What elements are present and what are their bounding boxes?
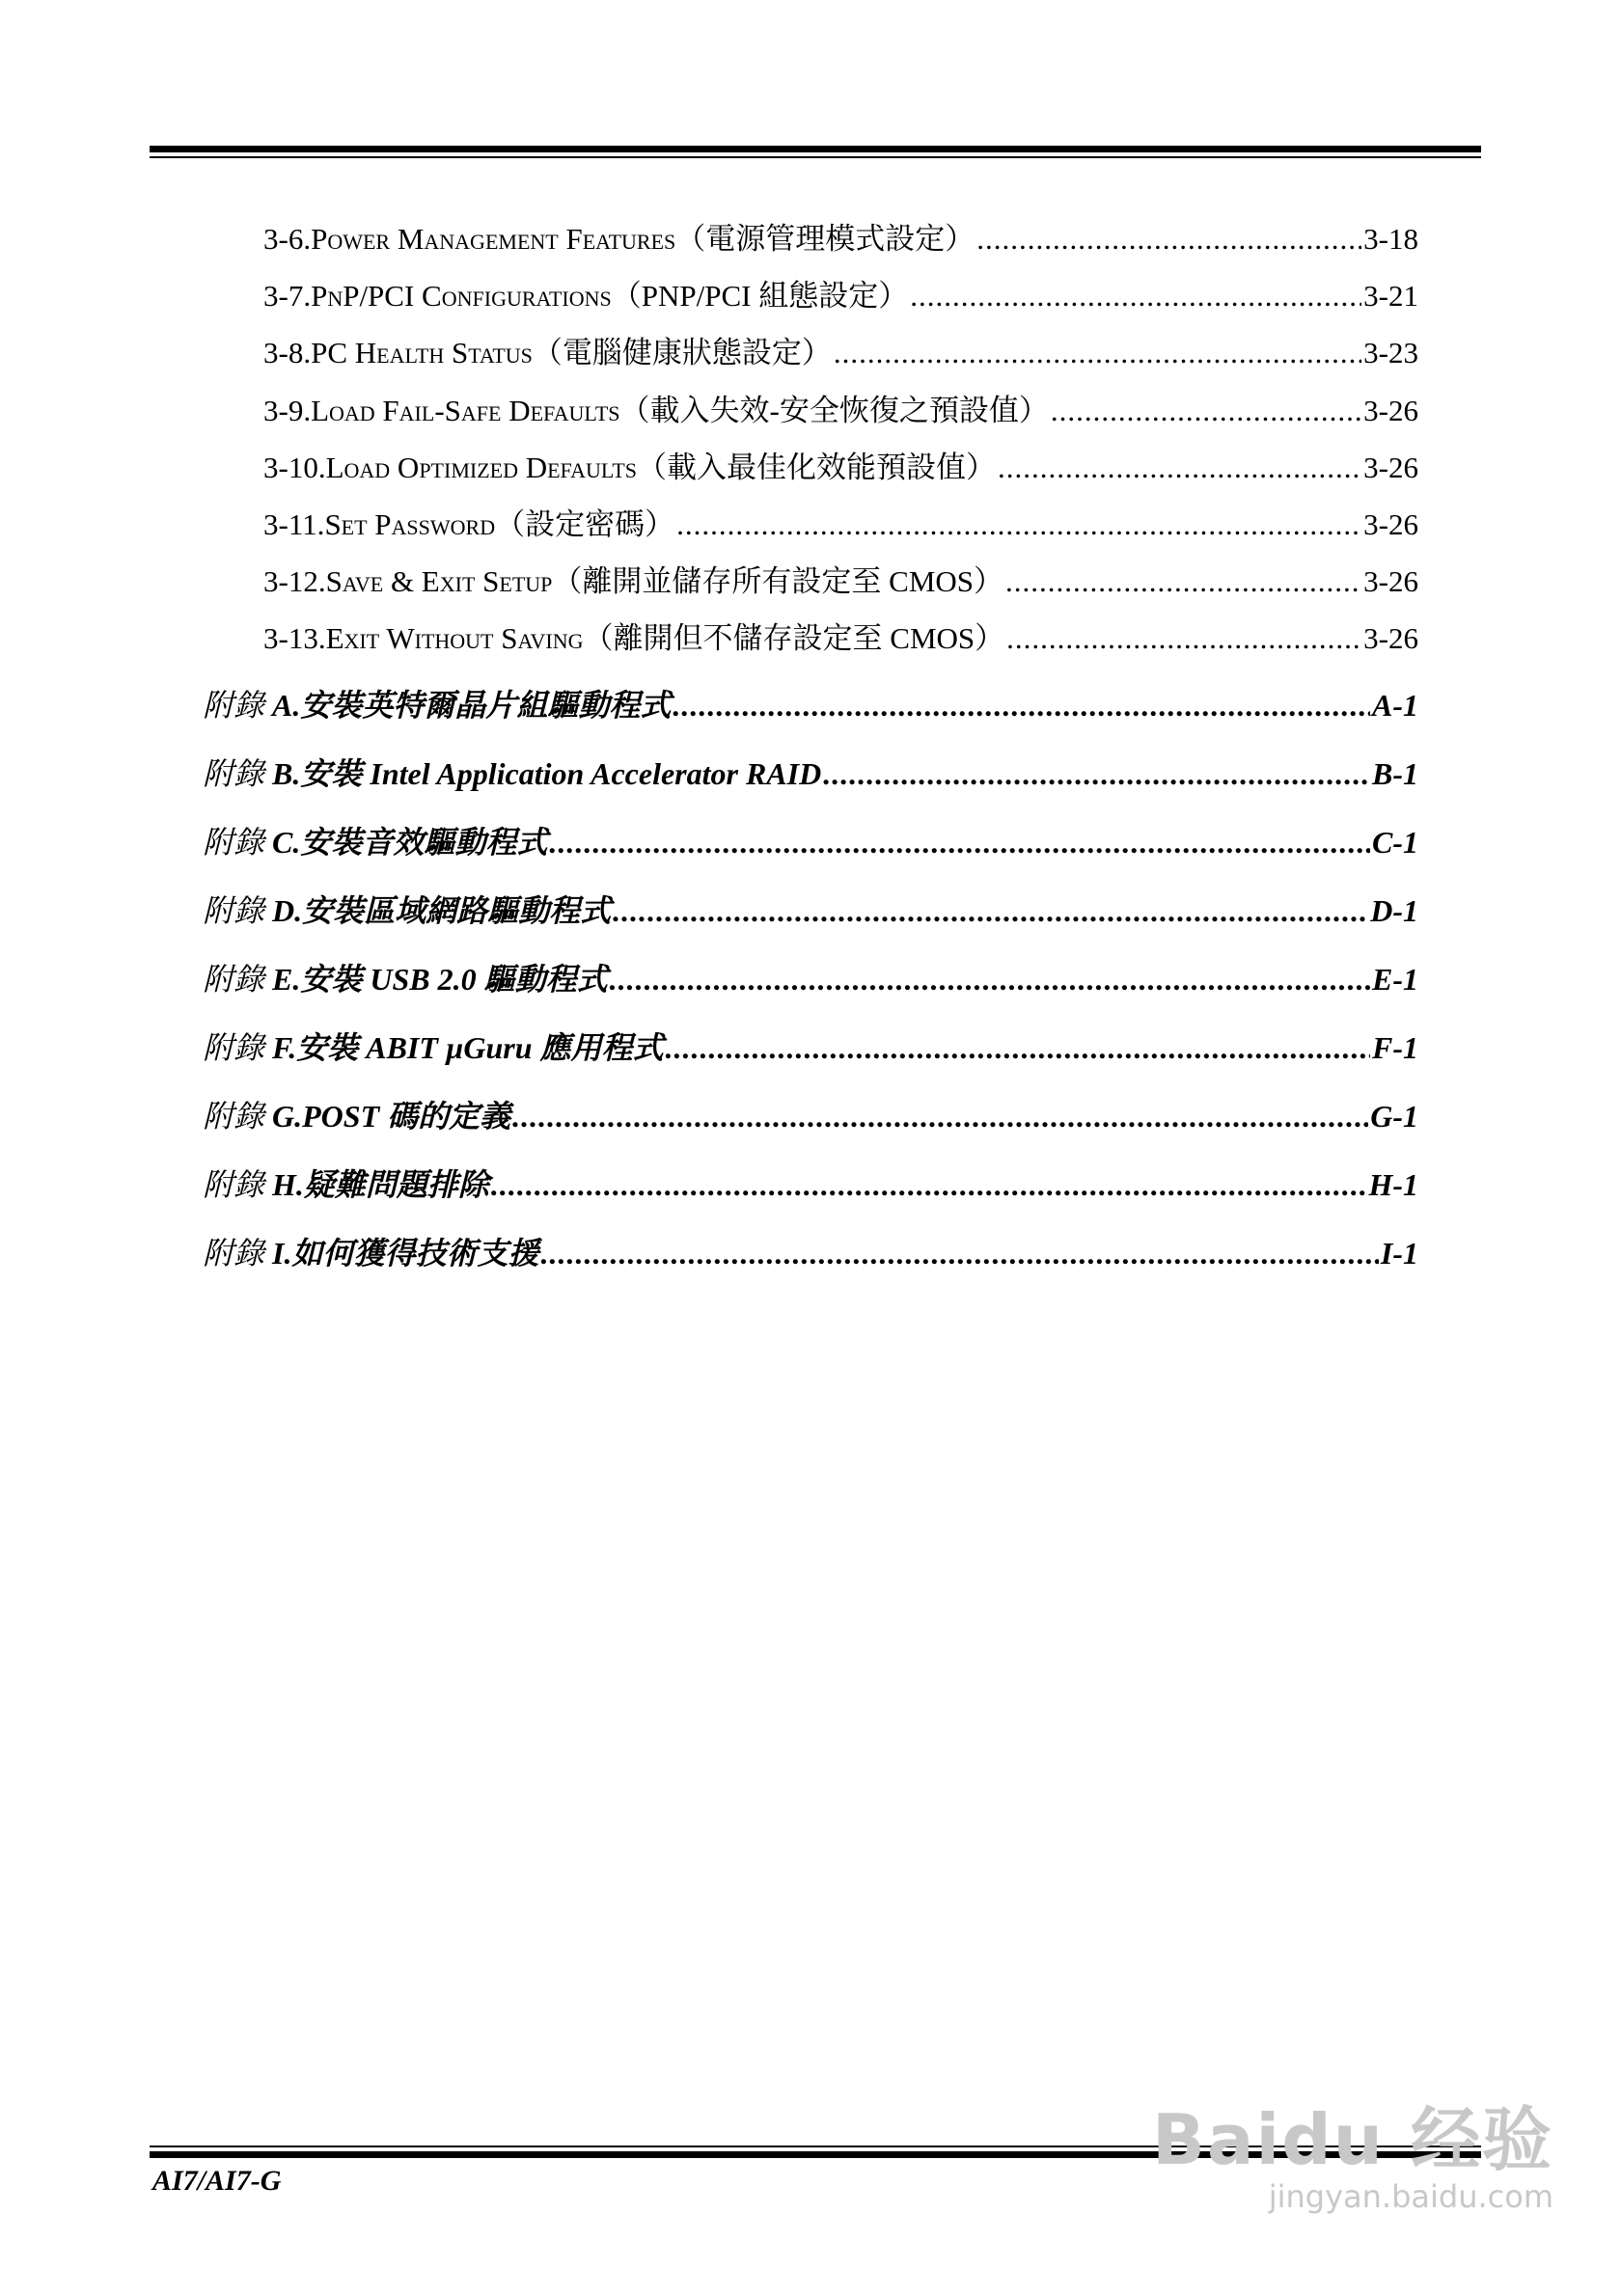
dot-leader (613, 893, 1368, 929)
toc-number: 3-9. (263, 394, 312, 427)
appendix-number (203, 1161, 304, 1205)
appendix-prefix: 附錄 (203, 1167, 265, 1202)
toc-page: 3-18 (1363, 222, 1418, 256)
appendix-prefix: 附錄 (203, 1236, 265, 1271)
appendix-number (203, 681, 300, 725)
appendix-prefix: 附錄 (203, 1030, 265, 1065)
toc-entry[interactable] (203, 386, 1418, 434)
toc-entry[interactable] (203, 328, 1418, 376)
toc-title: PnP/PCI Configurations（PNP/PCI 組態設定） (311, 279, 909, 313)
appendix-title: 安裝音效驅動程式 (300, 825, 548, 860)
dot-leader (1051, 394, 1361, 428)
toc-appendix-entry[interactable] (203, 1229, 1418, 1277)
dot-leader (834, 336, 1361, 370)
appendix-page: F-1 (1372, 1030, 1418, 1065)
dot-leader (549, 825, 1370, 861)
dot-leader (1006, 621, 1361, 656)
appendix-title: 安裝 USB 2.0 驅動程式 (300, 962, 608, 997)
toc-page: 3-23 (1363, 336, 1418, 369)
appendix-title: 安裝 Intel Application Accelerator RAID (300, 756, 822, 791)
toc-number: 3-7. (263, 279, 312, 313)
toc-page: 3-26 (1363, 394, 1418, 427)
appendix-number (203, 818, 300, 862)
toc-entry[interactable] (203, 443, 1418, 491)
dot-leader (1005, 564, 1361, 599)
toc-title: Load Fail-Safe Defaults（載入失效-安全恢復之預設值） (311, 394, 1049, 427)
appendix-title: 如何獲得技術支援 (291, 1236, 539, 1271)
toc-entry[interactable] (203, 557, 1418, 605)
toc-appendix-entry[interactable] (203, 1024, 1418, 1072)
dot-leader (610, 962, 1370, 998)
dot-leader (998, 451, 1361, 485)
appendix-page: I-1 (1380, 1236, 1418, 1271)
appendix-page: A-1 (1372, 688, 1418, 723)
appendix-title: 安裝 ABIT µGuru 應用程式 (296, 1030, 664, 1065)
toc-title: Load Optimized Defaults（載入最佳化效能預設值） (325, 451, 997, 484)
appendix-title: POST 碼的定義 (302, 1099, 511, 1134)
toc-entry[interactable] (203, 214, 1418, 262)
appendix-number (203, 1024, 296, 1068)
appendix-prefix: 附錄 (203, 756, 265, 791)
watermark-brand: Baidu 经验 (1151, 2099, 1553, 2180)
appendix-letter: D. (272, 893, 303, 928)
appendix-page: D-1 (1370, 893, 1418, 928)
appendix-title: 疑難問題排除 (303, 1167, 489, 1202)
watermark-url: jingyan.baidu.com (1268, 2178, 1553, 2215)
toc-title: Save & Exit Setup（離開並儲存所有設定至 CMOS） (325, 564, 1004, 598)
appendix-letter: H. (272, 1167, 304, 1202)
appendix-letter: E. (272, 962, 301, 997)
watermark (1152, 2084, 1553, 2215)
toc-appendix-entry[interactable] (203, 1092, 1418, 1140)
toc-title: Set Password（設定密碼） (324, 507, 675, 541)
appendix-title: 安裝英特爾晶片組驅動程式 (300, 688, 672, 723)
dot-leader (676, 507, 1361, 542)
appendix-letter: I. (272, 1236, 292, 1271)
appendix-page: H-1 (1368, 1167, 1418, 1202)
toc-page: 3-26 (1363, 451, 1418, 484)
toc-number: 3-6. (263, 222, 312, 256)
appendix-prefix: 附錄 (203, 1099, 265, 1134)
dot-leader (512, 1099, 1368, 1134)
toc-entry[interactable] (203, 614, 1418, 662)
toc-page: 3-26 (1363, 564, 1418, 598)
appendix-number (203, 1092, 302, 1136)
toc-appendix-entry[interactable] (203, 1161, 1418, 1209)
header-rule-thin (150, 156, 1481, 158)
toc-appendix-entry[interactable] (203, 887, 1418, 935)
appendix-number (203, 750, 300, 794)
appendix-prefix: 附錄 (203, 688, 265, 723)
dot-leader (666, 1030, 1370, 1066)
appendix-prefix: 附錄 (203, 825, 265, 860)
toc-appendix-entry[interactable] (203, 818, 1418, 866)
toc-page: 3-21 (1363, 279, 1418, 313)
dot-leader (491, 1167, 1367, 1203)
header-rule-thick (150, 146, 1481, 152)
appendix-page: E-1 (1372, 962, 1418, 997)
toc-entry[interactable] (203, 500, 1418, 548)
appendix-letter: G. (272, 1099, 303, 1134)
appendix-number (203, 955, 300, 999)
appendix-page: C-1 (1372, 825, 1418, 860)
appendix-prefix: 附錄 (203, 893, 265, 928)
appendix-letter: B. (272, 756, 301, 791)
toc-number: 3-11. (263, 507, 325, 541)
appendix-prefix: 附錄 (203, 962, 265, 997)
dot-leader (823, 756, 1370, 792)
appendix-title: 安裝區域網路驅動程式 (302, 893, 612, 928)
footer-model-name: AI7/AI7-G (152, 2165, 282, 2197)
toc-number: 3-8. (263, 336, 312, 369)
toc-page: 3-26 (1363, 507, 1418, 541)
dot-leader (673, 688, 1370, 724)
toc-title: Exit Without Saving（離開但不儲存設定至 CMOS） (325, 621, 1005, 655)
appendix-page: G-1 (1370, 1099, 1418, 1134)
appendix-number (203, 1229, 291, 1273)
toc-appendix-entry[interactable] (203, 955, 1418, 1003)
toc-number: 3-10. (263, 451, 326, 484)
toc-appendix-entry[interactable] (203, 681, 1418, 729)
toc-entry[interactable] (203, 271, 1418, 319)
appendix-letter: A. (272, 688, 301, 723)
dot-leader (976, 222, 1361, 257)
toc-number: 3-13. (263, 621, 326, 655)
appendix-letter: F. (272, 1030, 297, 1065)
toc-appendix-entry[interactable] (203, 750, 1418, 798)
appendix-number (203, 887, 302, 931)
toc-page: 3-26 (1363, 621, 1418, 655)
dot-leader (910, 279, 1361, 314)
dot-leader (540, 1236, 1378, 1271)
appendix-page: B-1 (1372, 756, 1418, 791)
toc-number: 3-12. (263, 564, 326, 598)
toc-title: Power Management Features（電源管理模式設定） (311, 222, 975, 256)
toc-title: PC Health Status（電腦健康狀態設定） (311, 336, 832, 369)
appendix-letter: C. (272, 825, 301, 860)
